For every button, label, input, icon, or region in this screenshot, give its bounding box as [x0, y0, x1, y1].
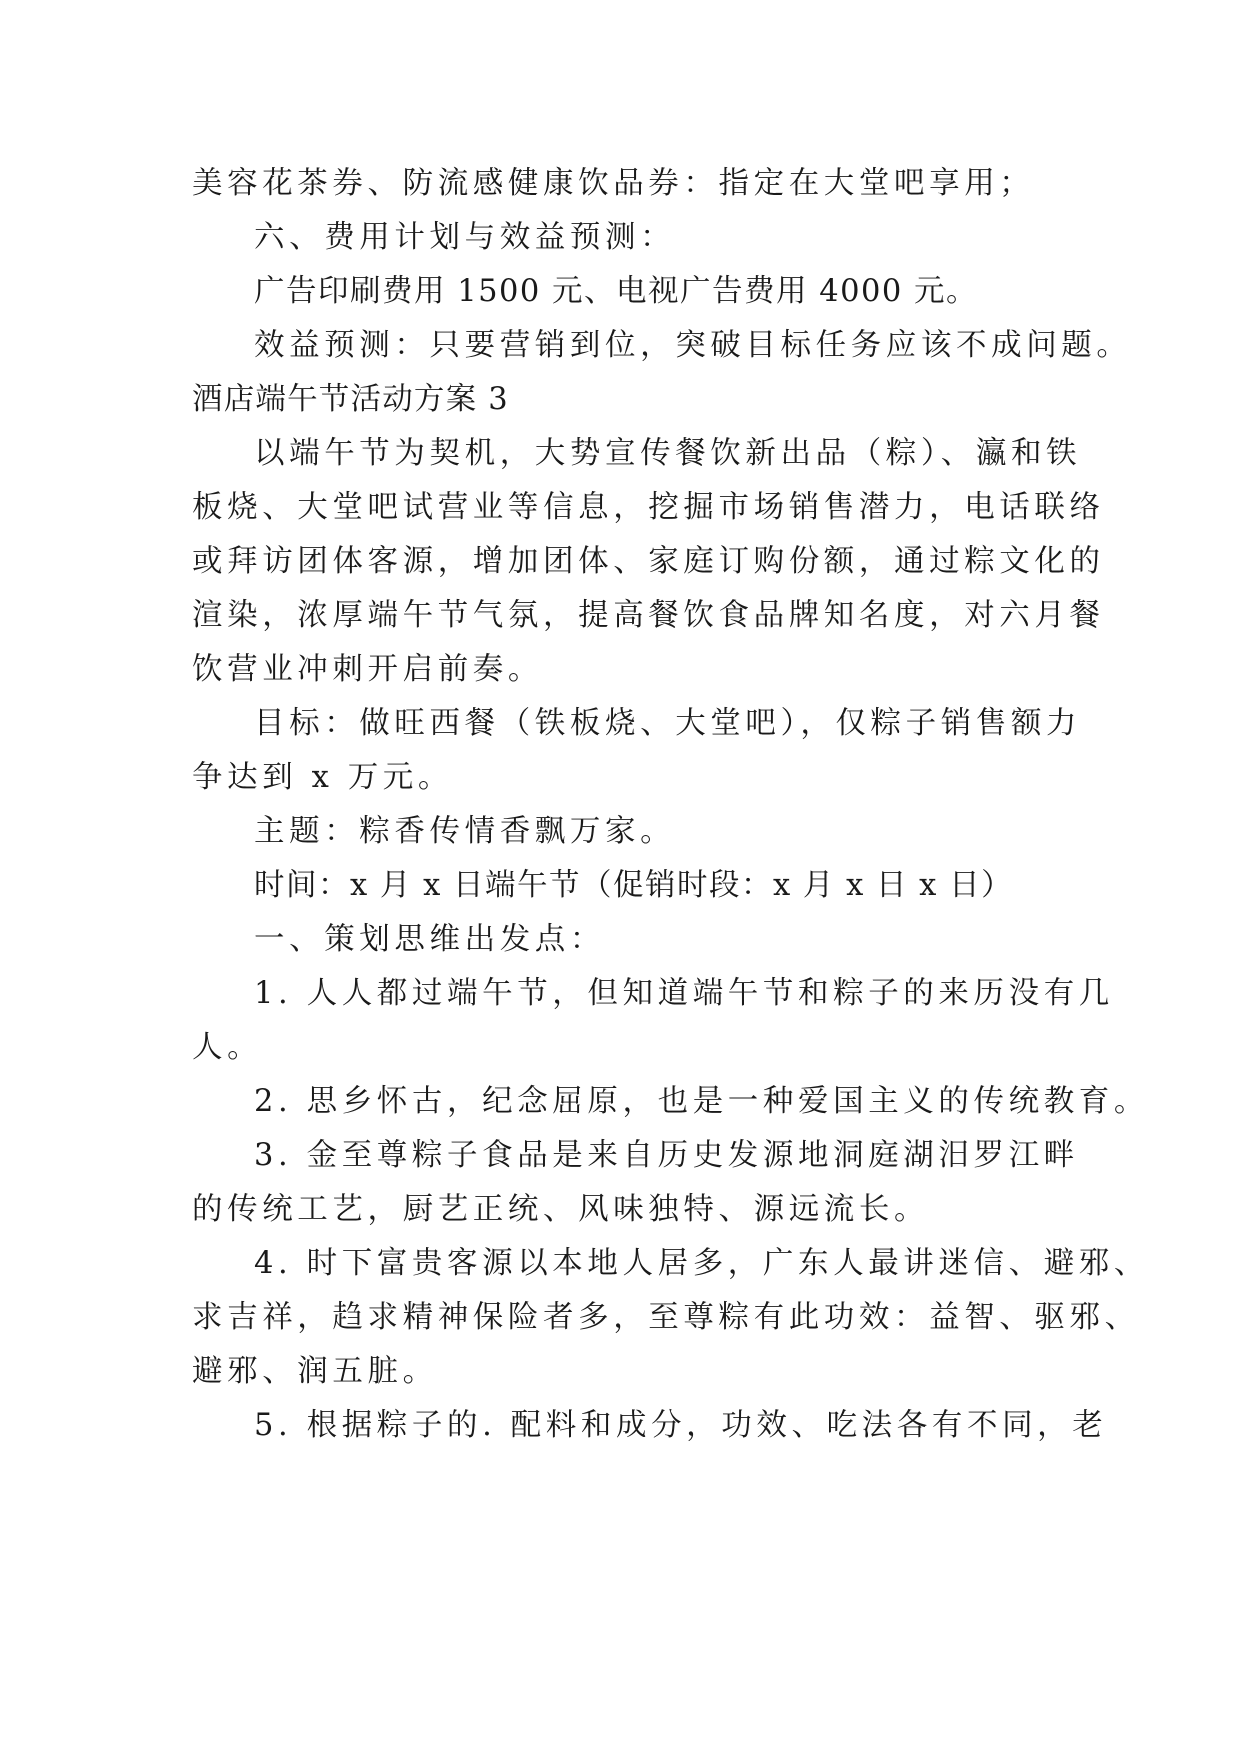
section-heading: 六、费用计划与效益预测： [254, 220, 676, 255]
text-line: 板烧、大堂吧试营业等信息，挖掘市场销售潜力，电话联络 [192, 490, 1105, 525]
text-line: 的传统工艺，厨艺正统、风味独特、源远流长。 [192, 1192, 930, 1227]
text-line: 求吉祥，趋求精神保险者多，至尊粽有此功效：益智、驱邪、 [192, 1300, 1140, 1335]
list-item: 4. 时下富贵客源以本地人居多，广东人最讲迷信、避邪、 [254, 1246, 1149, 1281]
text-line: 避邪、润五脏。 [192, 1354, 438, 1389]
list-item: 3. 金至尊粽子食品是来自历史发源地洞庭湖汨罗江畔 [254, 1138, 1079, 1173]
text-line: 主题：粽香传情香飘万家。 [254, 814, 676, 849]
document-title: 酒店端午节活动方案 3 [192, 382, 509, 417]
list-item: 1. 人人都过端午节，但知道端午节和粽子的来历没有几 [254, 976, 1114, 1011]
text-line: 饮营业冲刺开启前奏。 [192, 652, 543, 687]
text-line: 时间：x 月 x 日端午节（促销时段：x 月 x 日 x 日） [254, 868, 1014, 903]
text-line: 广告印刷费用 1500 元、电视广告费用 4000 元。 [254, 274, 979, 309]
list-item: 5. 根据粽子的. 配料和成分，功效、吃法各有不同，老 [254, 1408, 1108, 1443]
text-line: 或拜访团体客源，增加团体、家庭订购份额，通过粽文化的 [192, 544, 1105, 579]
text-line: 美容花茶券、防流感健康饮品券：指定在大堂吧享用； [192, 166, 1035, 201]
text-line: 目标：做旺西餐（铁板烧、大堂吧），仅粽子销售额力 [254, 706, 1082, 741]
text-line: 渲染，浓厚端午节气氛，提高餐饮食品牌知名度，对六月餐 [192, 598, 1105, 633]
section-heading: 一、策划思维出发点： [254, 922, 605, 957]
text-line: 效益预测：只要营销到位，突破目标任务应该不成问题。 [254, 328, 1132, 363]
text-line: 人。 [192, 1030, 263, 1065]
text-line: 以端午节为契机，大势宣传餐饮新出品（粽）、瀛和铁 [254, 436, 1082, 471]
text-line: 争达到 x 万元。 [192, 760, 453, 795]
list-item: 2. 思乡怀古，纪念屈原，也是一种爱国主义的传统教育。 [254, 1084, 1149, 1119]
